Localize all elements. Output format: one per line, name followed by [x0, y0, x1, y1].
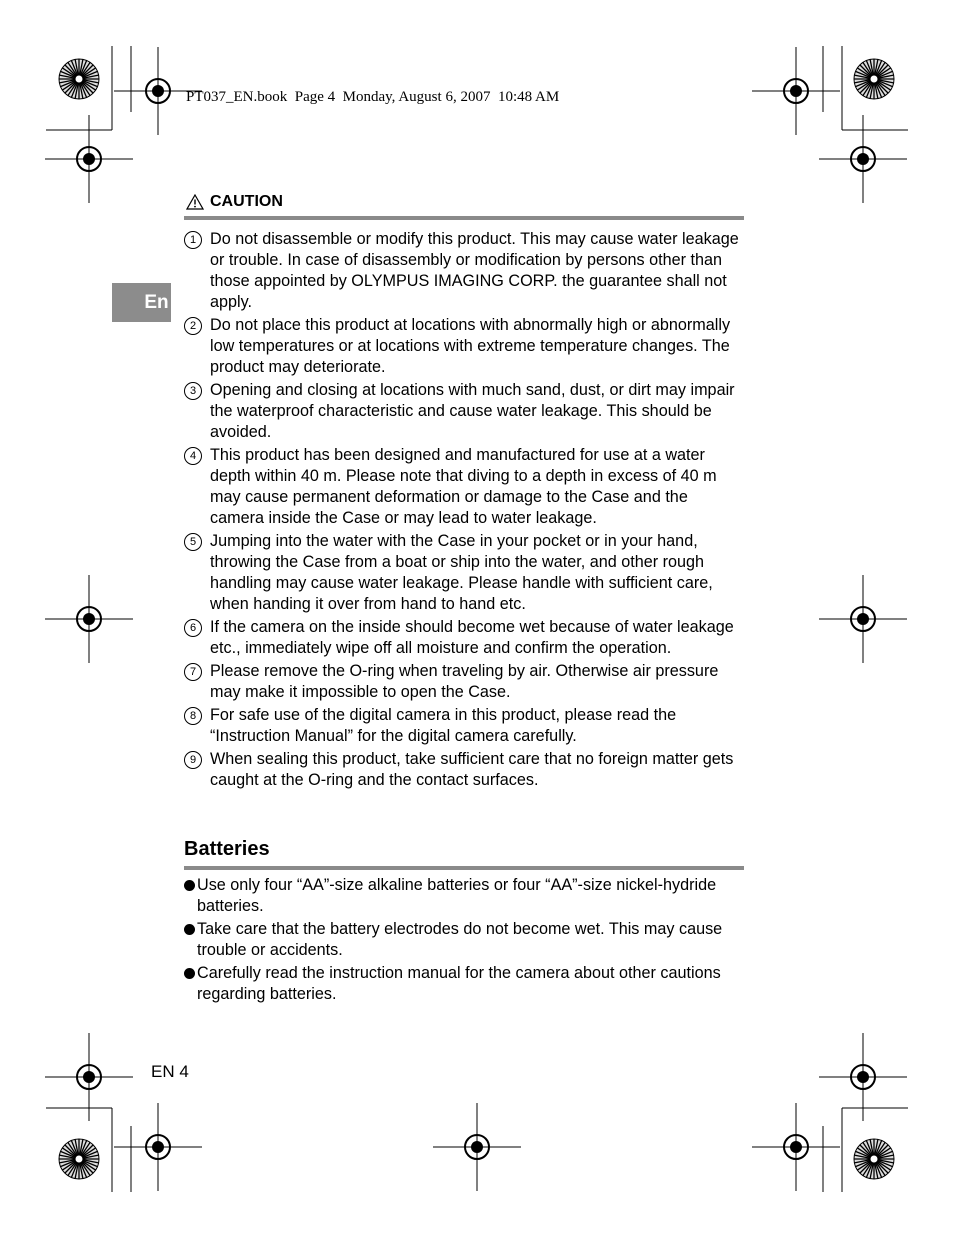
caution-item — [184, 617, 744, 659]
caution-list — [184, 229, 744, 793]
language-tab — [112, 283, 171, 322]
circled-number: 4 — [184, 447, 202, 465]
batteries-rule — [184, 866, 744, 870]
battery-item — [184, 963, 744, 1005]
caution-heading — [186, 193, 283, 211]
caution-text: For safe use of the digital camera in this product, please read the “Instruction Manual” for the digital camera carefully. — [210, 706, 677, 745]
circled-number: 1 — [184, 231, 202, 249]
caution-text: When sealing this product, take sufficient care that no foreign matter gets caught at the O-ring and the contact surfaces. — [210, 750, 734, 789]
bullet-icon — [184, 968, 195, 979]
circled-number: 8 — [184, 707, 202, 725]
print-header: PT037_EN.book Page 4 Monday, August 6, 2007 10:48 AM — [186, 89, 560, 105]
batteries-heading: Batteries — [184, 838, 270, 860]
circled-number: 9 — [184, 751, 202, 769]
caution-item — [184, 531, 744, 615]
caution-text: Do not disassemble or modify this product. This may cause water leakage or trouble. In case of disassembly or modification by persons other than those appointed by OLYMPUS IMAGING CORP. the guarantee shall not apply. — [210, 230, 739, 311]
caution-text: Jumping into the water with the Case in your pocket or in your hand, throwing the Case from a boat or ship into the water, and other rough handling may cause water leakage. Please handle with sufficient care, when handing it over from hand to hand etc. — [210, 532, 713, 613]
caution-item — [184, 315, 744, 378]
caution-item — [184, 445, 744, 529]
caution-rule — [184, 216, 744, 220]
caution-heading-label: CAUTION — [210, 193, 283, 210]
page-number: EN 4 — [151, 1062, 189, 1081]
language-tab-label: En — [144, 291, 169, 313]
caution-item — [184, 661, 744, 703]
circled-number: 3 — [184, 382, 202, 400]
battery-item — [184, 875, 744, 917]
circled-number: 6 — [184, 619, 202, 637]
battery-text: Carefully read the instruction manual for the camera about other cautions regarding batteries. — [197, 964, 721, 1003]
battery-item — [184, 919, 744, 961]
battery-text: Take care that the battery electrodes do not become wet. This may cause trouble or accidents. — [197, 920, 723, 959]
caution-item — [184, 749, 744, 791]
caution-text: Do not place this product at locations with abnormally high or abnormally low temperatures or at locations with extreme temperature changes. The product may deteriorate. — [210, 316, 731, 376]
caution-text: Opening and closing at locations with much sand, dust, or dirt may impair the waterproof characteristic and cause water leakage. This should be avoided. — [210, 381, 735, 441]
caution-text: This product has been designed and manufactured for use at a water depth within 40 m. Please note that diving to a depth in excess of 40 m may cause permanent deformation or damage to the Case and the camera inside the Case or may lead to water leakage. — [210, 446, 717, 527]
bullet-icon — [184, 924, 195, 935]
circled-number: 7 — [184, 663, 202, 681]
circled-number: 2 — [184, 317, 202, 335]
battery-text: Use only four “AA”-size alkaline batteries or four “AA”-size nickel-hydride batteries. — [197, 876, 717, 915]
bullet-icon — [184, 880, 195, 891]
caution-text: If the camera on the inside should become wet because of water leakage etc., immediately wipe off all moisture and confirm the operation. — [210, 618, 734, 657]
batteries-list — [184, 875, 744, 1007]
caution-item — [184, 705, 744, 747]
caution-text: Please remove the O-ring when traveling by air. Otherwise air pressure may make it impossible to open the Case. — [210, 662, 719, 701]
caution-item — [184, 229, 744, 313]
circled-number: 5 — [184, 533, 202, 551]
warning-triangle-icon — [186, 194, 204, 210]
caution-item — [184, 380, 744, 443]
